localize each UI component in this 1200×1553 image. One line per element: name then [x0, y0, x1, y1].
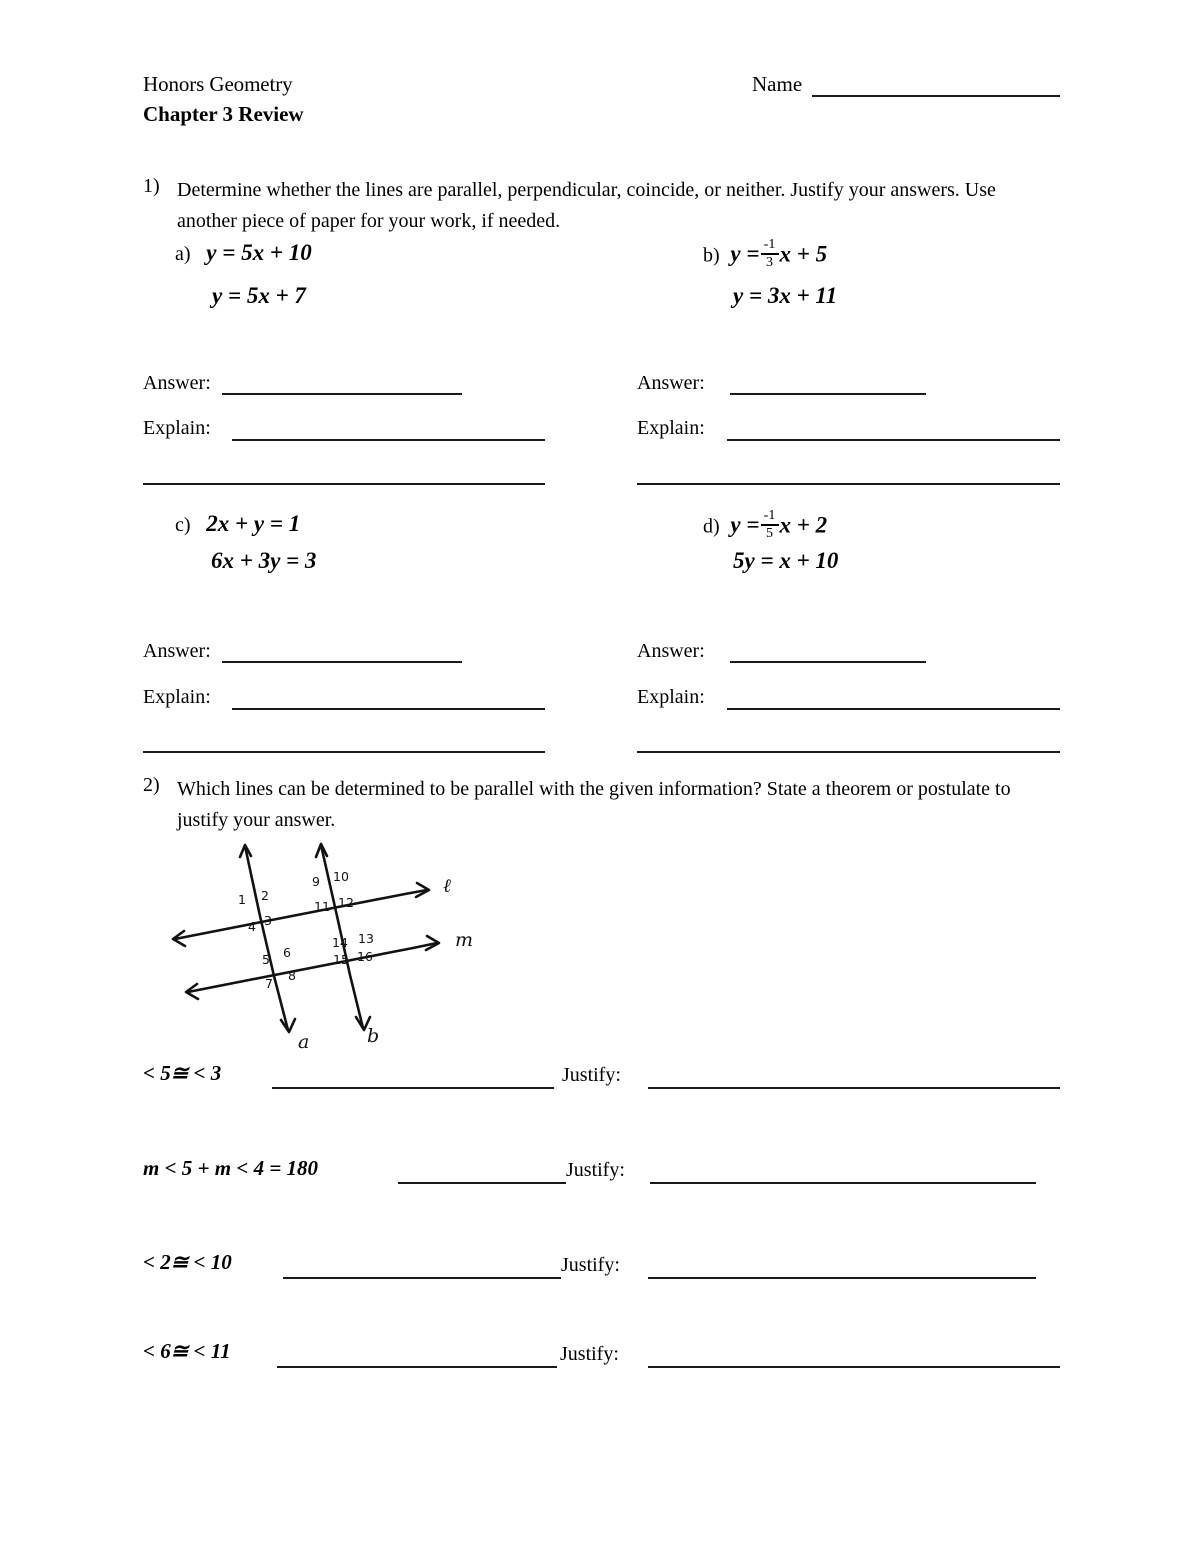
- diagram-line-label-b: b: [367, 1025, 380, 1047]
- part-c-equation-2: 6x + 3y = 3: [211, 548, 317, 573]
- part-d-explain-blank-2[interactable]: [637, 751, 1060, 753]
- part-c-label: c): [175, 514, 191, 536]
- angle-row-2-justify-label: Justify:: [566, 1159, 625, 1181]
- angle-row-4-justify-blank[interactable]: [648, 1366, 1060, 1368]
- part-b-explain-blank-2[interactable]: [637, 483, 1060, 485]
- angle-row-3-justify-label: Justify:: [561, 1254, 620, 1276]
- part-d-explain-blank-1[interactable]: [727, 708, 1060, 710]
- part-b-equation-2: y = 3x + 11: [733, 283, 838, 308]
- part-d-answer-blank[interactable]: [730, 661, 926, 663]
- question-1-number: 1): [143, 175, 160, 197]
- part-d-equation-1-suffix: x + 2: [779, 512, 828, 538]
- part-b-explain-blank-1[interactable]: [727, 439, 1060, 441]
- part-a-explain-blank-2[interactable]: [143, 483, 545, 485]
- svg-text:10: 10: [333, 869, 349, 884]
- part-d-equation-1: [703, 508, 828, 543]
- part-c-explain-blank-1[interactable]: [232, 708, 545, 710]
- angle-row-3-answer-blank[interactable]: [283, 1277, 561, 1279]
- question-1-text: Determine whether the lines are parallel, perpendicular, coincide, or neither. Justify your answers. Use another piece of paper for your work, if needed.: [177, 179, 996, 232]
- angle-row-4-justify-label: Justify:: [560, 1343, 619, 1365]
- part-d-answer-label: Answer:: [637, 640, 705, 662]
- svg-text:6: 6: [283, 945, 291, 960]
- part-b-answer-blank[interactable]: [730, 393, 926, 395]
- part-c-answer-label: Answer:: [143, 640, 211, 662]
- svg-text:14: 14: [332, 935, 348, 950]
- part-d-fraction: [761, 509, 779, 541]
- part-a-explain-blank-1[interactable]: [232, 439, 545, 441]
- angle-row-2-answer-blank[interactable]: [398, 1182, 566, 1184]
- svg-text:8: 8: [288, 968, 296, 983]
- angle-row-1-justify-label: Justify:: [562, 1064, 621, 1086]
- part-a-answer-label: Answer:: [143, 372, 211, 394]
- part-a-equation-1-text: y = 5x + 10: [206, 240, 312, 265]
- svg-text:11: 11: [314, 899, 330, 914]
- part-c-equation-1-text: 2x + y = 1: [206, 511, 301, 536]
- part-d-equation-1-prefix: y =: [730, 512, 760, 538]
- angle-row-3-justify-blank[interactable]: [648, 1277, 1036, 1279]
- part-b-equation-1-suffix: x + 5: [779, 241, 828, 267]
- part-c-equation-1: [175, 511, 300, 537]
- svg-text:9: 9: [312, 874, 320, 889]
- svg-text:1: 1: [238, 892, 246, 907]
- course-name: Honors Geometry: [143, 72, 293, 96]
- svg-text:15: 15: [333, 952, 349, 967]
- svg-text:7: 7: [265, 976, 273, 991]
- part-b-fraction-denominator: 3: [766, 255, 773, 270]
- part-b-explain-label: Explain:: [637, 417, 705, 439]
- part-c-answer-blank[interactable]: [222, 661, 462, 663]
- svg-text:4: 4: [248, 919, 256, 934]
- part-b-answer-label: Answer:: [637, 372, 705, 394]
- part-b-equation-1: [703, 237, 828, 272]
- svg-text:5: 5: [262, 952, 270, 967]
- angle-row-4-answer-blank[interactable]: [277, 1366, 557, 1368]
- part-a-explain-label: Explain:: [143, 417, 211, 439]
- question-2-text: Which lines can be determined to be parallel with the given information? State a theorem or postulate to justify your answer.: [177, 778, 1011, 831]
- diagram-line-label-l: ℓ: [443, 875, 451, 897]
- part-a-equation-1: [175, 240, 312, 266]
- part-a-equation-2: y = 5x + 7: [212, 283, 306, 308]
- svg-text:2: 2: [261, 888, 269, 903]
- angle-row-4-statement: < 6≅ < 11: [143, 1339, 231, 1363]
- part-b-fraction: [761, 238, 779, 270]
- part-b-equation-1-prefix: y =: [730, 241, 760, 267]
- hand-drawn-parallel-lines-diagram: [155, 838, 505, 1050]
- page-title: Chapter 3 Review: [143, 102, 304, 126]
- part-d-label: d): [703, 515, 720, 538]
- part-d-explain-label: Explain:: [637, 686, 705, 708]
- angle-row-2-justify-blank[interactable]: [650, 1182, 1036, 1184]
- part-d-fraction-numerator: -1: [763, 508, 776, 523]
- part-a-answer-blank[interactable]: [222, 393, 462, 395]
- diagram-line-label-m: m: [455, 929, 474, 951]
- svg-text:16: 16: [357, 949, 373, 964]
- angle-row-3-statement: < 2≅ < 10: [143, 1250, 232, 1274]
- angle-row-1-answer-blank[interactable]: [272, 1087, 554, 1089]
- part-c-explain-label: Explain:: [143, 686, 211, 708]
- angle-row-2-statement: m < 5 + m < 4 = 180: [143, 1156, 319, 1180]
- angle-row-1-statement: < 5≅ < 3: [143, 1061, 222, 1085]
- question-2-number: 2): [143, 774, 160, 796]
- angle-row-1-justify-blank[interactable]: [648, 1087, 1060, 1089]
- part-a-label: a): [175, 243, 191, 265]
- svg-text:13: 13: [358, 931, 374, 946]
- part-c-explain-blank-2[interactable]: [143, 751, 545, 753]
- part-d-fraction-denominator: 5: [766, 526, 773, 541]
- diagram-angle-numbers: [238, 869, 374, 991]
- diagram-line-label-a: a: [298, 1031, 310, 1050]
- svg-text:3: 3: [264, 913, 272, 928]
- name-blank-line[interactable]: [812, 95, 1060, 97]
- part-d-equation-2: 5y = x + 10: [733, 548, 839, 573]
- svg-text:12: 12: [338, 895, 354, 910]
- name-label: Name: [752, 72, 803, 96]
- part-b-fraction-numerator: -1: [763, 237, 776, 252]
- part-b-label: b): [703, 244, 720, 267]
